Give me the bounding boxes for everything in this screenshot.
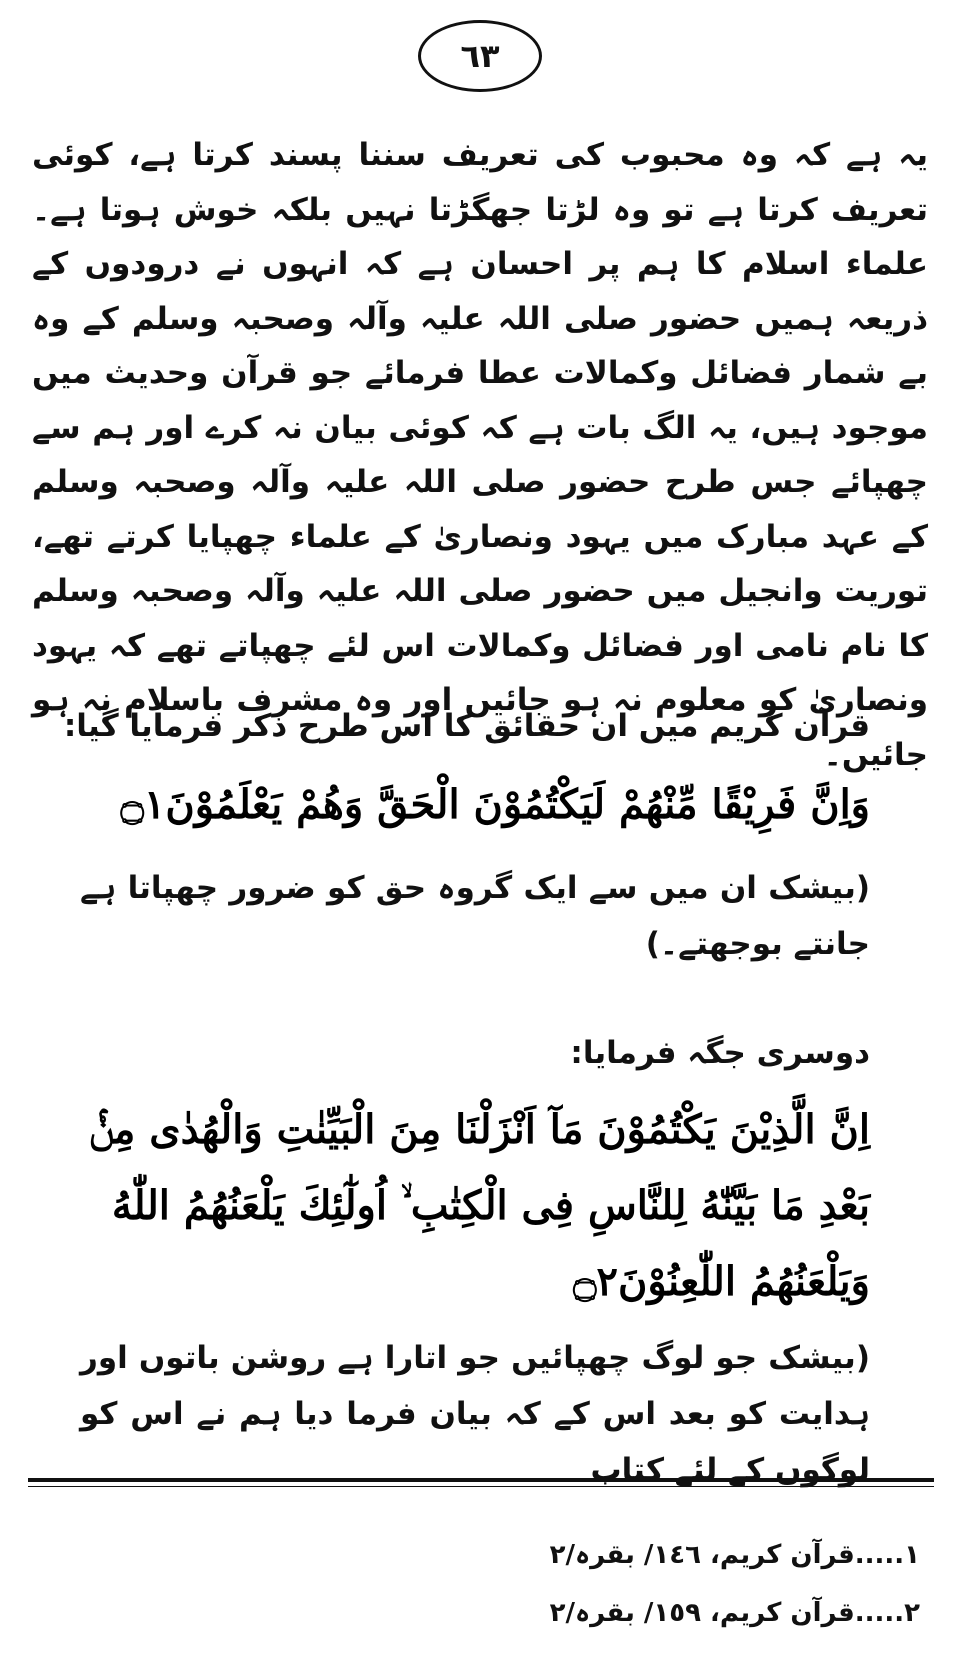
translation-2: (بیشک جو لوگ چھپائیں جو اتارا ہے روشن باتوں اور ہدایت کو بعد اس کے کہ بیان فرما دیا ہم نے اس کو لوگوں کے لئے کتاب bbox=[80, 1340, 870, 1488]
footnote-divider bbox=[28, 1478, 934, 1482]
body-paragraph: یہ ہے کہ وہ محبوب کی تعریف سننا پسند کرتا ہے، کوئی تعریف کرتا ہے تو وہ لڑتا جھگڑتا نہیں بلکہ خوش ہوتا ہے۔ علماء اسلام کا ہم پر احسان ہے کہ انہوں نے درودوں کے ذریعہ ہمیں حضور صلی اللہ علیہ وآلہ وصحبہ وسلم کے وہ بے شمار فضائل وکمالات عطا فرمائے جو قرآن وحدیث میں موجود ہیں، یہ الگ بات ہے کہ کوئی بیان نہ کرے اور ہم سے چھپائے جس طرح حضور صلی اللہ علیہ وآلہ وصحبہ وسلم کے عہد مبارک میں یہود ونصاریٰ کے علماء چھپایا کرتے تھے، توریت وانجیل میں حضور صلی اللہ علیہ وآلہ وصحبہ وسلم کا نام نامی اور فضائل وکمالات اس لئے چھپاتے تھے کہ یہود ونصاریٰ کو معلوم نہ ہو جائیں اور وہ مشرف باسلام نہ ہو جائیں۔ bbox=[32, 137, 928, 773]
page-number bbox=[418, 20, 542, 92]
arabic-verse-2: اِنَّ الَّذِيْنَ يَكْتُمُوْنَ مَآ اَنْزَلْنَا مِنَ الْبَيِّنٰتِ وَالْهُدٰى مِنْۢ بَعْدِ مَا بَيَّنّٰهُ لِلنَّاسِ فِى الْكِتٰبِ ۙ اُولٰٓئِكَ يَلْعَنُهُمُ اللّٰهُ وَيَلْعَنُهُمُ اللّٰعِنُوْنَ۝٢ bbox=[89, 1106, 870, 1305]
second-intro-line: دوسری جگہ فرمایا: bbox=[570, 1035, 870, 1071]
footnote-1: ١.....قرآن کریم، ١٤٦/ بقرہ/٢ bbox=[549, 1540, 920, 1570]
quran-intro-line: قرآن کریم میں ان حقائق کا اس طرح ذکر فرمایا گیا: bbox=[63, 708, 870, 744]
arabic-verse-1: وَاِنَّ فَرِيْقًا مِّنْهُمْ لَيَكْتُمُوْنَ الْحَقَّ وَهُمْ يَعْلَمُوْنَ۝١ bbox=[120, 781, 870, 828]
translation-1: (بیشک ان میں سے ایک گروہ حق کو ضرور چھپاتا ہے جانتے بوجھتے۔) bbox=[80, 870, 870, 962]
page-number-text: ٦٣ bbox=[460, 37, 500, 75]
footnote-2: ٢.....قرآن کریم، ١٥٩/ بقرہ/٢ bbox=[549, 1598, 920, 1628]
footnote-divider-thin bbox=[28, 1486, 934, 1487]
